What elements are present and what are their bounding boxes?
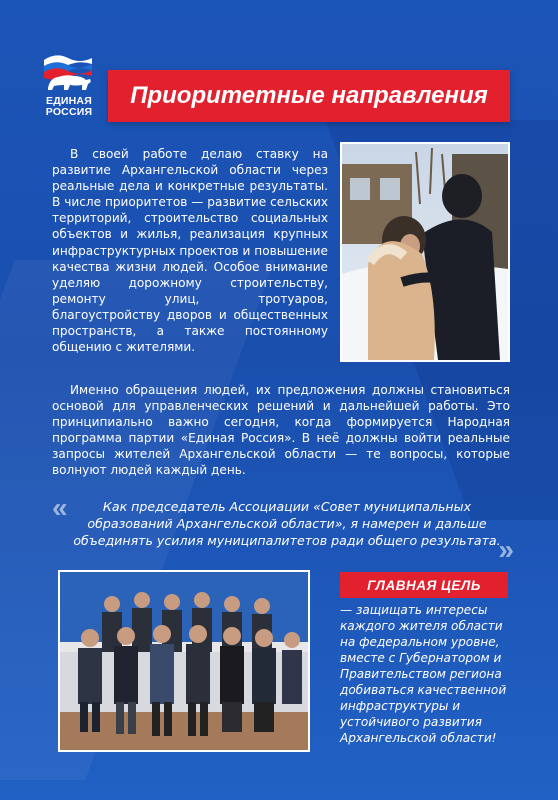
paragraph-2: Именно обращения людей, их предложения должны становиться основой для управленческих решений и дальнейшей работы. Это принципиально важно сегодня, когда формируется Народная программа партии «Единая Россия». В неё должны войти реальные запросы жителей Архангельской области — те вопросы, которые волнуют людей каждый день. [52, 383, 510, 478]
quote-block [52, 492, 514, 565]
page-title: Приоритетные направления [130, 82, 488, 109]
photo-hug-image [342, 144, 508, 360]
goal-heading: ГЛАВНАЯ ЦЕЛЬ [367, 577, 481, 593]
quote-open-icon: « [52, 492, 68, 523]
title-banner [108, 70, 510, 122]
photo-hug [340, 142, 510, 362]
quote-close-icon: » [498, 534, 514, 565]
party-logo [38, 46, 100, 126]
quote-text: Как председатель Ассоциации «Совет муниципальных образований Архангельской области», я намерен и дальше объединять усилия муниципалитетов ради общего результата. [73, 499, 501, 548]
goal-banner [340, 572, 508, 598]
bear-flag-logo-icon [40, 52, 96, 92]
logo-text [38, 96, 100, 118]
photo-group-image [60, 572, 308, 750]
paragraph-1: В своей работе делаю ставку на развитие Архангельской области через реальные дела и конкретные результаты. В числе приоритетов — развитие сельских территорий, строительство социальных объектов и жилья, реализация крупных инфраструктурных проектов и повышение качества жизни людей. Особое внимание уделяю дорожному строительству, ремонту улиц, тротуаров, благоустройству дворов и общественных пространств, а также постоянному общению с жителями. [52, 147, 328, 355]
goal-text: — защищать интересы каждого жителя области на федеральном уровне, вместе с Губернатором и Правительством региона добиваться качественной инфраструктуры и устойчивого развития Архангельской области! [340, 603, 507, 745]
logo-line2: РОССИЯ [45, 106, 93, 118]
logo-line1: ЕДИНАЯ [46, 95, 92, 107]
photo-group [58, 570, 310, 752]
